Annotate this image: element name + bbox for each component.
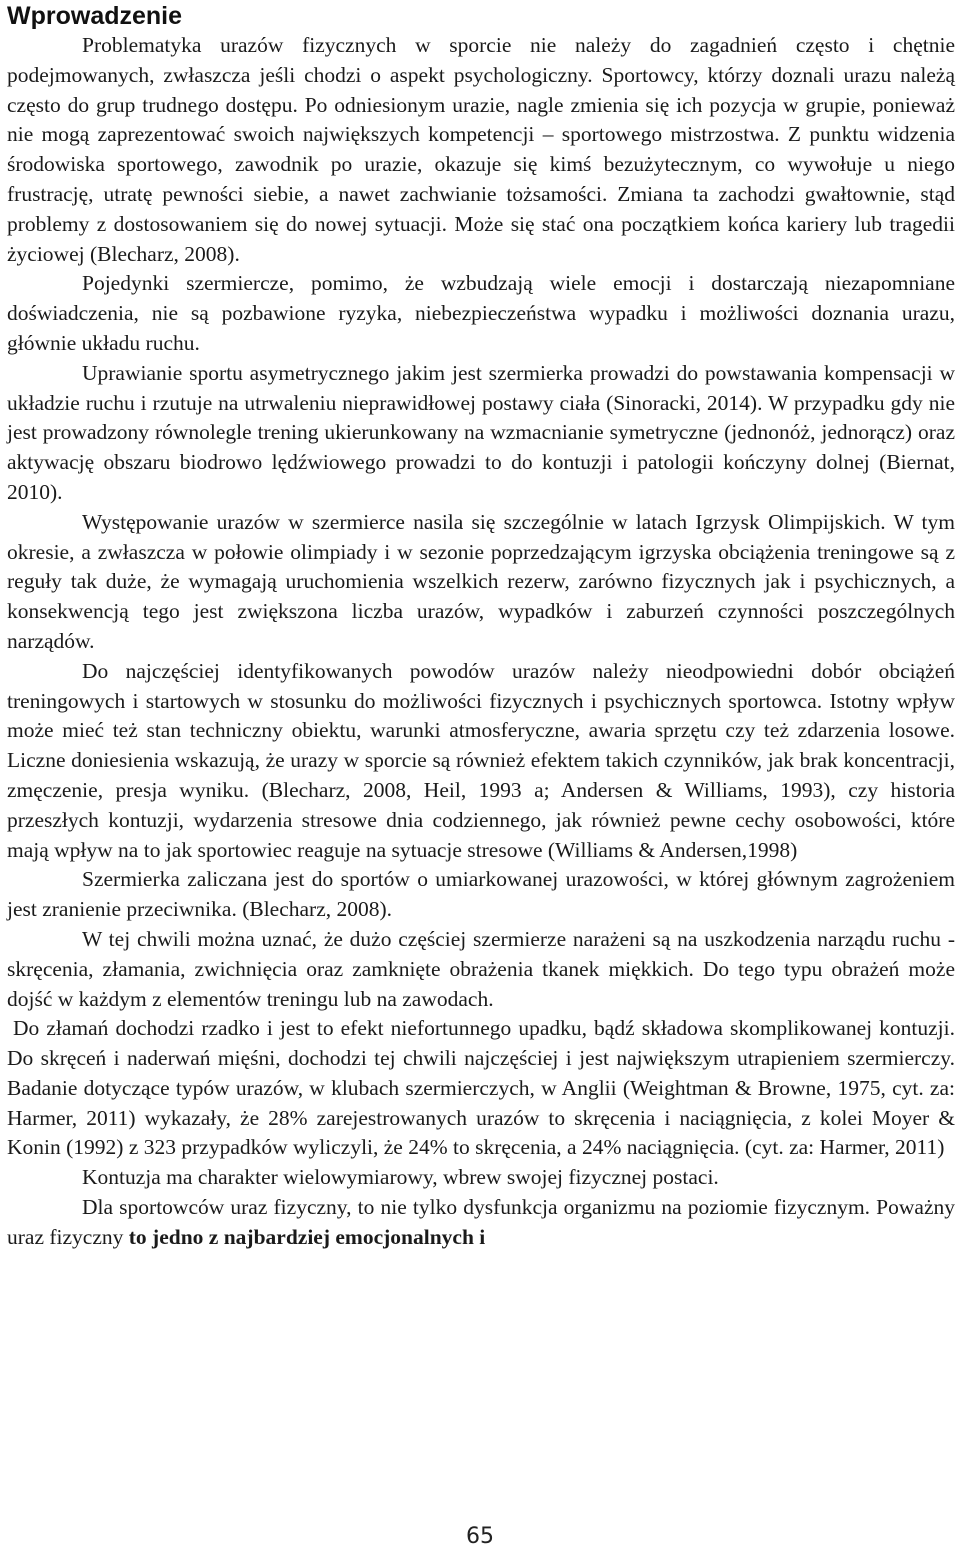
section-heading: Wprowadzenie (7, 2, 183, 30)
paragraph-last (7, 1193, 955, 1253)
paragraph: Problematyka urazów fizycznych w sporcie nie należy do zagadnień często i chętnie podejmowanych, zwłaszcza jeśli chodzi o aspekt psychologiczny. Sportowcy, którzy doznali urazu należą często do grup trudnego dostępu. Po odniesionym urazie, nagle zmienia się ich pozycja w grupie, ponieważ nie mogą zaprezentować swoich największych kompetencji – sportowego mistrzostwa. Z punktu widzenia środowiska sportowego, zawodnik po urazie, okazuje się kimś bezużytecznym, co wywołuje u niego frustrację, utratę pewności siebie, a nawet zachwianie tożsamości. Zmiana ta zachodzi gwałtownie, stąd problemy z dostosowaniem się do nowej sytuacji. Może się stać ona początkiem końca kariery lub tragedii życiowej (Blecharz, 2008). (7, 33, 955, 266)
page-number: 65 (466, 1524, 494, 1549)
paragraph: Kontuzja ma charakter wielowymiarowy, wbrew swojej fizycznej postaci. (82, 1165, 719, 1190)
document-page (7, 0, 955, 1253)
paragraph: Do złamań dochodzi rzadko i jest to efekt niefortunnego upadku, bądź składowa skomplikowanej kontuzji. Do skręceń i naderwań mięśni, dochodzi tej chwili najczęściej i jest największym utrapieniem szermierczy. Badanie dotyczące typów urazów, w klubach szermierczych, w Anglii (Weightman & Browne, 1975, cyt. za: Harmer, 2011) wykazały, że 28% zarejestrowanych urazów to skręcenia i naciągnięcia, z kolei Moyer & Konin (1992) z 323 przypadków wyliczyli, że 24% to skręcenia, a 24% naciągnięcia. (cyt. za: Harmer, 2011) (7, 1016, 955, 1160)
paragraph: Szermierka zaliczana jest do sportów o umiarkowanej urazowości, w której głównym zagrożeniem jest zranienie przeciwnika. (Blecharz, 2008). (7, 867, 955, 922)
paragraph: Uprawianie sportu asymetrycznego jakim jest szermierka prowadzi do powstawania kompensacji w układzie ruchu i rzutuje na utrwaleniu nieprawidłowej postawy ciała (Sinoracki, 2014). W przypadku gdy nie jest prowadzony równolegle trening ukierunkowany na wzmacnianie symetryczne (jednonóż, jednorącz) oraz aktywację obszaru biodrowo lędźwiowego prowadzi to do kontuzji i patologii kończyny dolnej (Biernat, 2010). (7, 360, 955, 504)
paragraph: W tej chwili można uznać, że dużo częściej szermierze narażeni są na uszkodzenia narządu ruchu - skręcenia, złamania, zwichnięcia oraz zamknięte obrażenia tkanek miękkich. Do tego typu obrażeń może dojść w każdym z elementów treningu lub na zawodach. (7, 926, 955, 1011)
paragraph-last-bold: to jedno z najbardziej emocjonalnych i (128, 1224, 486, 1249)
paragraph: Występowanie urazów w szermierce nasila się szczególnie w latach Igrzysk Olimpijskich. W tym okresie, a zwłaszcza w połowie olimpiady i w sezonie poprzedzającym igrzyska obciążenia treningowe są z reguły tak duże, że wymagają uruchomienia wszelkich rezerw, zarówno fizycznych jak i psychicznych, a konsekwencją tego jest zwiększona liczba urazów, wypadków i zaburzeń czynności poszczególnych narządów. (7, 509, 955, 653)
paragraph: Do najczęściej identyfikowanych powodów urazów należy nieodpowiedni dobór obciążeń treningowych i startowych w stosunku do możliwości fizycznych i psychicznych sportowca. Istotny wpływ może mieć też stan techniczny obiektu, warunki atmosferyczne, awaria sprzętu czy też zdarzenia losowe. Liczne doniesienia wskazują, że urazy w sporcie są również efektem takich czynników, jak brak koncentracji, zmęczenie, presja wyniku. (Blecharz, 2008, Heil, 1993 a; Andersen & Williams, 1993), czy historia przeszłych kontuzji, wydarzenia stresowe dnia codziennego, jak również pewne cechy osobowości, które mają wpływ na to jak sportowiec reaguje na sytuacje stresowe (Williams & Andersen,1998) (7, 658, 955, 862)
body-text (7, 31, 955, 1253)
paragraph: Pojedynki szermiercze, pomimo, że wzbudzają wiele emocji i dostarczają niezapomniane doświadczenia, nie są pozbawione ryzyka, niebezpieczeństwa wypadku i możliwości doznania urazu, głównie układu ruchu. (7, 271, 955, 355)
paragraph-last-normal: Dla sportowców uraz fizyczny, to nie tylko dysfunkcja organizmu na poziomie fizycznym. Poważny uraz fizyczny (7, 1195, 955, 1249)
